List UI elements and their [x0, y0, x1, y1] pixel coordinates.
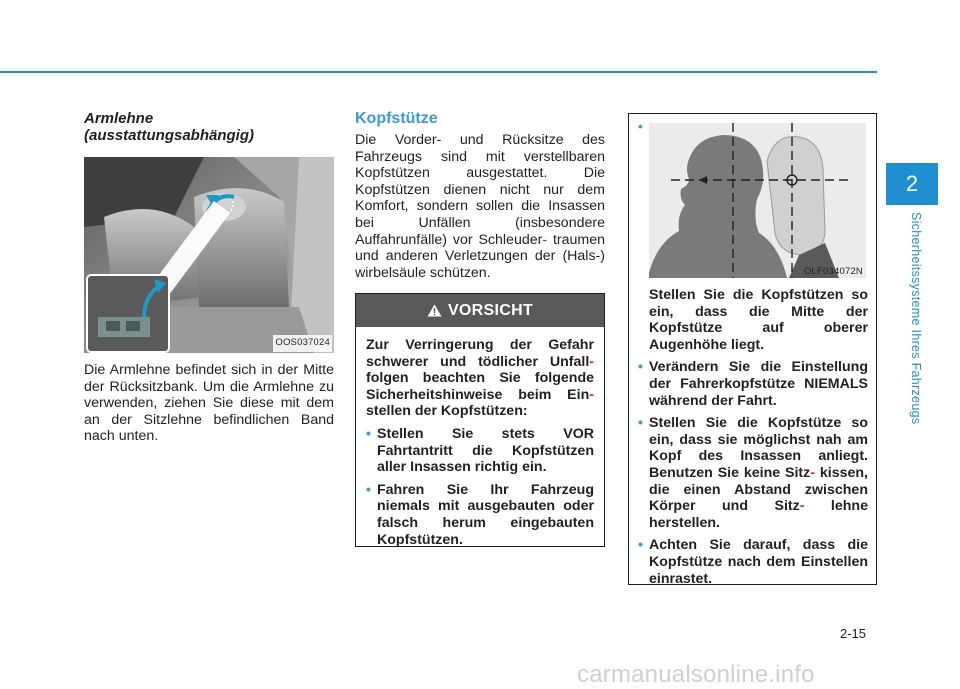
bullet-icon: • — [366, 481, 371, 498]
bullet-icon: • — [638, 118, 643, 134]
adjust-bullet: • Achten Sie darauf, dass die Kopfstütze nach dem Einstellen einrastet. — [638, 537, 868, 587]
headrest-adjust-text: Stellen Sie die Kopfstützen so ein, dass die Mitte der Kopfstütze auf oberer Augenhöhe liegt. • Verändern Sie die Einstellung der Fahrerkopfstütze NIEMALS während der Fahrt. • Stellen Sie die Kopfstütze so ein, dass sie möglichst nah am Kopf des Insassen anliegt. Benutzen Sie keine Sitz- kissen, die einen Abstand zwischen Körper und Sitz- lehne herstellen. • Achten Sie darauf, dass die Kopfstütze nach dem Einstellen einrastet. — [638, 287, 868, 587]
headrest-adjust-box — [628, 113, 877, 585]
caution-bullet: • Stellen Sie stets VOR Fahrtantritt die Kopfstützen aller Insassen richtig ein. — [366, 425, 594, 476]
armrest-photo — [84, 157, 334, 353]
bullet-icon: • — [366, 425, 371, 442]
armrest-section — [84, 110, 334, 445]
caution-bullet: • Fahren Sie Ihr Fahrzeug niemals mit ausgebauten oder falsch herum eingebauten Kopfstützen. — [366, 481, 594, 548]
armrest-image-code: OOS037024 — [273, 335, 332, 352]
adjust-bullet: • Verändern Sie die Einstellung der Fahrerkopfstütze NIEMALS während der Fahrt. — [638, 359, 868, 409]
adjust-bullet: • Stellen Sie die Kopfstütze so ein, dass sie möglichst nah am Kopf des Insassen anliegt. Benutzen Sie keine Sitz- kissen, die einen Abstand zwischen Körper und Sitz- lehne herstellen. — [638, 415, 868, 531]
armrest-heading: Armlehne (ausstattungsabhängig) — [84, 110, 255, 144]
watermark: carmanualsonline.info — [577, 661, 815, 688]
caution-intro: Zur Verringerung der Gefahr schwerer und tödlicher Unfall- folgen beachten Sie folgende Sicherheitshinweise beim Ein- stellen der Kopfstützen: — [366, 337, 594, 420]
top-rule — [0, 71, 877, 73]
head-position-illustration — [649, 123, 866, 278]
headrest-diagram — [649, 123, 866, 278]
bullet-icon: • — [638, 537, 643, 554]
caution-body — [356, 327, 604, 548]
rear-seat-illustration — [84, 157, 334, 353]
bullet-icon: • — [638, 415, 643, 432]
chapter-tab[interactable]: 2 — [886, 163, 938, 205]
caution-box — [355, 293, 605, 547]
caution-title: VORSICHT — [447, 301, 534, 319]
warning-triangle-icon — [427, 304, 442, 317]
headrest-text: Die Vorder- und Rücksitze des Fahrzeugs sind mit verstellbaren Kopfstützen ausgestattet. Die Kopfstützen dienen nicht nur dem Komfort, sondern sollen die Insassen bei Unfällen (insbesondere Auffahrunfälle) vor Schleuder- traumen und anderen Verletzungen der (Hals-) wirbelsäule schützen. — [355, 132, 605, 281]
page-number: 2-15 — [840, 626, 867, 641]
headrest-section — [355, 110, 605, 281]
caution-header — [356, 294, 604, 327]
headrest-title: Kopfstütze — [355, 110, 438, 127]
diagram-image-code: OLF034072N — [803, 266, 863, 277]
armrest-text: Die Armlehne befindet sich in der Mitte der Rücksitzbank. Um die Armlehne zu verwenden, ziehen Sie diese mit dem an der Sitzlehne befindlichen Band nach unten. — [84, 362, 334, 445]
bullet-icon: • — [638, 359, 643, 376]
chapter-label: Sicherheitssysteme Ihres Fahrzeugs — [909, 212, 923, 425]
